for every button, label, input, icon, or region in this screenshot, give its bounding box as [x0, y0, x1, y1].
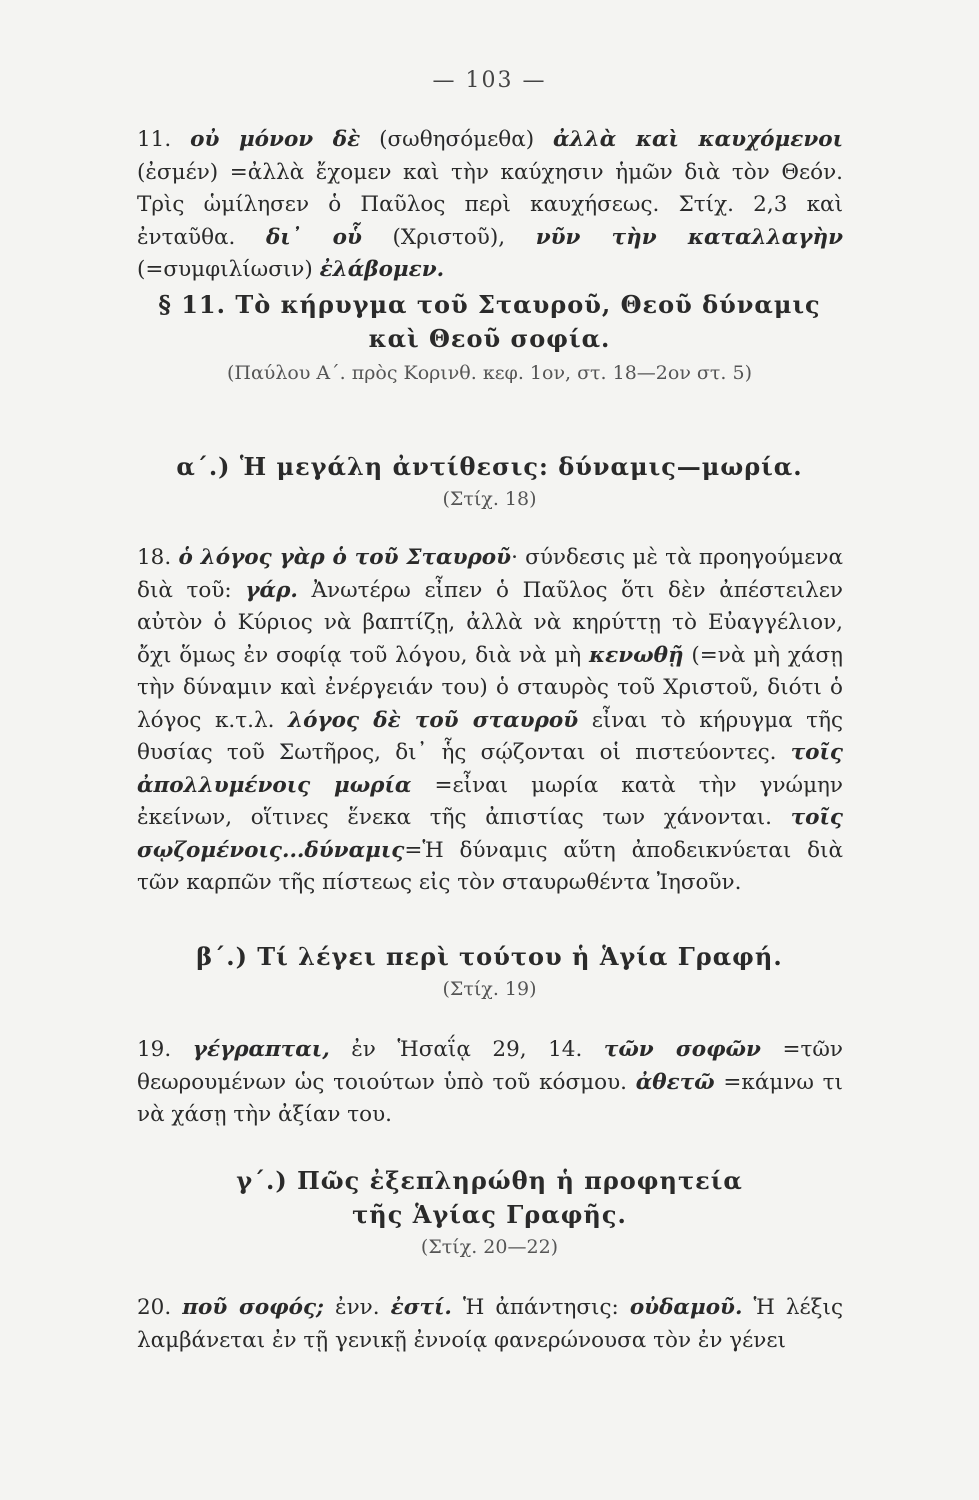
paragraph-20	[137, 1292, 843, 1357]
lemma: οὐ μόνον δὲ	[190, 127, 361, 152]
paragraph-18	[137, 542, 843, 900]
verse-number: 20.	[137, 1295, 172, 1320]
lemma: τοῖς σῳζομένοις...δύναμις	[137, 805, 844, 863]
commentary-text: =Ἡ δύναμις αὕτη ἀποδεικνύεται διὰ τῶν καρπῶν τῆς πίστεως εἰς τὸν σταυρωθέντα Ἰησοῦν.	[137, 837, 843, 895]
section-heading	[0, 288, 979, 322]
lemma: ἐστί.	[390, 1295, 452, 1320]
lemma: δι᾽ οὗ	[265, 224, 362, 250]
lemma: λόγος δὲ τοῦ σταυροῦ	[288, 707, 579, 733]
lemma: ποῦ σοφός;	[182, 1295, 324, 1320]
subsection-alpha-ref: (Στίχ. 18)	[442, 488, 537, 510]
subsection-beta-title: β΄.) Τί λέγει περὶ τούτου ἡ Ἁγία Γραφή.	[196, 942, 783, 971]
subsection-gamma-ref: (Στίχ. 20—22)	[420, 1236, 559, 1258]
commentary-text: ἐνν.	[335, 1295, 380, 1320]
commentary-text: =εἶναι μωρία κατὰ τὴν γνώμην ἐκείνων, οἵτινες ἕνεκα τῆς ἀπιστίας των χάνονται.	[137, 772, 843, 830]
verse-number: 18.	[137, 545, 172, 570]
commentary-text: (=νὰ μὴ χάσῃ τὴν δύναμιν καὶ ἐνέργειάν του) ὁ σταυρὸς τοῦ Χριστοῦ, διότι ὁ λόγος κ.τ.λ.	[137, 642, 843, 733]
paragraph-11	[137, 124, 843, 287]
paragraph-19	[137, 1034, 843, 1132]
commentary-text: ἐν Ἡσαΐᾳ 29, 14.	[351, 1037, 583, 1062]
lemma: γάρ.	[245, 577, 298, 603]
commentary-text: εἶναι τὸ κήρυγμα τῆς θυσίας τοῦ Σωτῆρος, δι᾽ ἧς σῴζονται οἱ πιστεύοντες.	[137, 707, 843, 765]
gloss: (σωθησόμεθα)	[379, 127, 535, 152]
lemma: ὁ λόγος γὰρ ὁ τοῦ Σταυροῦ	[178, 545, 512, 570]
subsection-gamma-title-line2: τῆς Ἁγίας Γραφῆς.	[352, 1200, 627, 1229]
subsection-gamma-title-line1: γ΄.) Πῶς ἐξεπληρώθη ἡ προφητεία	[236, 1166, 743, 1195]
verse-number: 19.	[137, 1037, 172, 1062]
page-number: — 103 —	[432, 68, 547, 93]
subsection-beta-ref: (Στίχ. 19)	[442, 978, 537, 1000]
commentary-text: Ἀνωτέρω εἶπεν ὁ Παῦλος ὅτι δὲν ἀπέστειλεν αὐτὸν ὁ Κύριος νὰ βαπτίζῃ, ἀλλὰ νὰ κηρύττῃ τὸ Εὐαγγέλιον, ὄχι ὅμως ἐν σοφίᾳ τοῦ λόγου, διὰ νὰ μὴ	[137, 577, 843, 668]
lemma: τῶν σοφῶν	[603, 1037, 761, 1062]
section-label: § 11.	[158, 290, 226, 319]
gloss: (Χριστοῦ),	[392, 224, 506, 250]
section-reference: (Παύλου Α΄. πρὸς Κορινθ. κεφ. 1ον, στ. 18—2ον στ. 5)	[226, 362, 752, 384]
lemma: ἀθετῶ	[635, 1069, 715, 1095]
commentary-text: Ἡ ἀπάντησις:	[462, 1295, 619, 1320]
commentary-text: Ἡ λέξις λαμβάνεται ἐν τῇ γενικῇ ἐννοίᾳ φανερώνουσα τὸν ἐν γένει	[137, 1295, 843, 1353]
verse-number: 11.	[137, 127, 172, 152]
lemma: γέγραπται,	[192, 1037, 330, 1062]
lemma: νῦν τὴν καταλλαγὴν	[535, 224, 843, 250]
commentary-text: (ἐσμέν) =ἀλλὰ ἔχομεν καὶ τὴν καύχησιν ἡμῶν διὰ τὸν Θεόν. Τρὶς ὡμίλησεν ὁ Παῦλος περὶ καυχήσεως. Στίχ. 2,3 καὶ ἐνταῦθα.	[137, 159, 843, 250]
gloss: (=συμφιλίωσιν)	[137, 257, 313, 282]
lemma: οὐδαμοῦ.	[629, 1295, 743, 1320]
commentary-text: =τῶν θεωρουμένων ὡς τοιούτων ὑπὸ τοῦ κόσμου.	[137, 1037, 843, 1095]
commentary-text: · σύνδεσις μὲ τὰ προηγούμενα διὰ τοῦ:	[137, 545, 843, 603]
lemma: ἀλλὰ καὶ καυχόμενοι	[553, 127, 843, 152]
lemma: τοῖς ἀπολλυμένοις μωρία	[137, 740, 843, 798]
section-title-line1: Τὸ κήρυγμα τοῦ Σταυροῦ, Θεοῦ δύναμις	[235, 290, 821, 319]
commentary-text: =κάμνω τι νὰ χάσῃ τὴν ἀξίαν του.	[137, 1069, 843, 1127]
subsection-alpha-title: α΄.) Ἡ μεγάλη ἀντίθεσις: δύναμις—μωρία.	[176, 452, 803, 481]
section-heading-line2: καὶ Θεοῦ σοφία.	[368, 324, 611, 353]
lemma: κενωθῇ	[589, 642, 684, 668]
lemma: ἐλάβομεν.	[319, 257, 445, 282]
